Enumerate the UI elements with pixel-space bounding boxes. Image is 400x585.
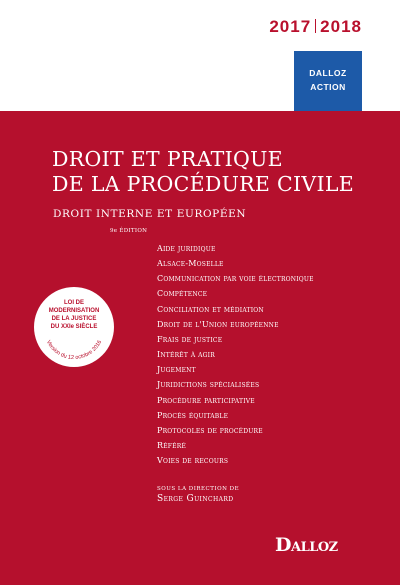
- topic-item: Intérêt à agir: [157, 350, 215, 360]
- edition-years: [269, 17, 362, 37]
- publisher-logo: Dalloz: [275, 534, 338, 556]
- topic-item: Conciliation et médiation: [157, 304, 264, 314]
- topic-item: Aide juridique: [157, 244, 216, 253]
- badge-arc-label: Version du 12 octobre 2016: [44, 339, 104, 362]
- book-subtitle: DROIT INTERNE ET EUROPÉEN: [53, 208, 247, 220]
- badge-line: MODERNISATION: [48, 308, 100, 314]
- topic-item: Protocoles de procédure: [157, 425, 263, 435]
- topic-item: Procès équitable: [157, 410, 229, 420]
- topic-item: Procédure participative: [157, 395, 255, 405]
- badge-line: DU XXIe SIÈCLE: [50, 324, 98, 330]
- reform-badge: [34, 287, 114, 367]
- topic-item: Compétence: [157, 289, 208, 299]
- collection-line2: ACTION: [310, 82, 346, 92]
- topic-item: Droit de l'Union européenne: [157, 319, 279, 329]
- topic-item: Voies de recours: [157, 456, 229, 466]
- title-line2: DE LA PROCÉDURE CIVILE: [52, 172, 355, 196]
- year-end: 2018: [320, 17, 362, 36]
- year-divider: [315, 19, 316, 33]
- collection-line1: DALLOZ: [309, 68, 347, 78]
- topic-item: Jugement: [157, 365, 196, 375]
- director-name: Serge Guinchard: [157, 494, 234, 504]
- badge-arc-text: [34, 287, 114, 367]
- badge-line: LOI DE: [63, 300, 84, 306]
- topic-item: Alsace-Moselle: [157, 259, 224, 269]
- topic-item: Juridictions spécialisées: [157, 380, 260, 390]
- topic-item: Frais de justice: [157, 334, 223, 344]
- badge-line: DE LA JUSTICE: [51, 316, 97, 322]
- topics-list: [157, 241, 314, 468]
- topic-item: Référé: [157, 441, 187, 451]
- year-start: 2017: [269, 17, 312, 36]
- edition-label: 9e ÉDITION: [110, 228, 148, 234]
- svg-text:Version du 12 octobre 2016: [45, 339, 103, 361]
- topic-item: Communication par voie électronique: [157, 274, 314, 284]
- book-title: [52, 147, 354, 197]
- title-line1: DROIT ET PRATIQUE: [52, 147, 283, 171]
- direction-label: SOUS LA DIRECTION DE: [157, 486, 240, 492]
- collection-logo: [294, 51, 362, 111]
